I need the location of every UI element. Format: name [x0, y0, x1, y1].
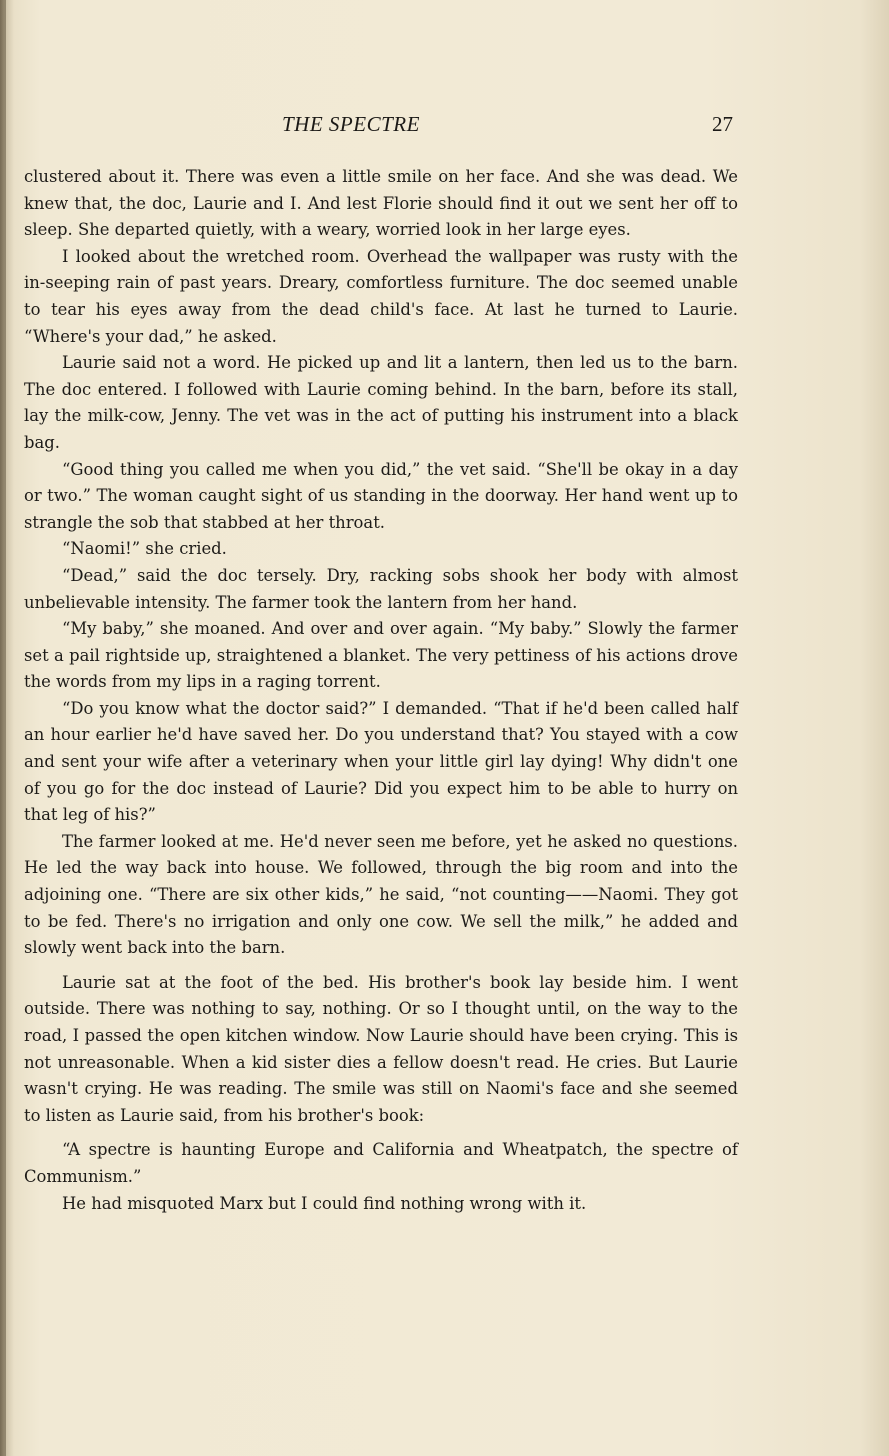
paragraph: Laurie sat at the foot of the bed. His brother's book lay beside him. I went outside. There was nothing to say, nothing. Or so I thought until, on the way to the road, I passed the open kitchen window. Now Laurie should have been crying. This is not unreasonable. When a kid sister dies a fellow doesn't read. He cries. But Laurie wasn't crying. He was reading. The smile was still on Naomi's face and she seemed to listen as Laurie said, from his brother's book: [24, 972, 738, 1125]
running-header [0, 112, 889, 142]
chapter-title: THE SPECTRE [282, 112, 420, 136]
paragraph: clustered about it. There was even a little smile on her face. And she was dead. We knew that, the doc, Laurie and I. And lest Florie should find it out we sent her off to sleep. She departed quietly, with a weary, worried look in her large eyes. [24, 167, 738, 240]
paragraph: Laurie said not a word. He picked up and lit a lantern, then led us to the barn. The doc entered. I followed with Laurie coming behind. In the barn, before its stall, lay the milk-cow, Jenny. The vet was in the act of putting his instrument into a black bag. [24, 353, 738, 452]
paragraph: “Do you know what the doctor said?” I demanded. “That if he'd been called half an hour earlier he'd have saved her. Do you understand that? You stayed with a cow and sent your wife after a veterinary when your little girl lay dying! Why didn't one of you go for the doc instead of Laurie? Did you expect him to be able to hurry on that leg of his?” [24, 698, 738, 825]
paragraph: “My baby,” she moaned. And over and over again. “My baby.” Slowly the farmer set a pail rightside up, straightened a blanket. The very pettiness of his actions drove the words from my lips in a raging torrent. [24, 619, 738, 692]
paragraph: He had misquoted Marx but I could find nothing wrong with it. [62, 1193, 587, 1213]
body-text [24, 164, 738, 1217]
paragraph: The farmer looked at me. He'd never seen me before, yet he asked no questions. He led the way back into house. We followed, through the big room and into the adjoining one. “There are six other kids,” he said, “not counting——Naomi. They got to be fed. There's no irrigation and only one cow. We sell the milk,” he added and slowly went back into the barn. [24, 831, 738, 958]
page-number: 27 [712, 112, 733, 136]
paragraph: “A spectre is haunting Europe and California and Wheatpatch, the spectre of Communism.” [24, 1140, 738, 1186]
paragraph: “Naomi!” she cried. [62, 539, 227, 559]
paragraph: I looked about the wretched room. Overhead the wallpaper was rusty with the in-seeping rain of past years. Dreary, comfortless furniture. The doc seemed unable to tear his eyes away from the dead child's face. At last he turned to Laurie. “Where's your dad,” he asked. [24, 246, 738, 346]
paragraph: “Good thing you called me when you did,” the vet said. “She'll be okay in a day or two.” The woman caught sight of us standing in the doorway. Her hand went up to strangle the sob that stabbed at her throat. [24, 459, 738, 532]
paragraph: “Dead,” said the doc tersely. Dry, racking sobs shook her body with almost unbelievable intensity. The farmer took the lantern from her hand. [24, 565, 738, 612]
binding-edge [0, 0, 6, 1456]
